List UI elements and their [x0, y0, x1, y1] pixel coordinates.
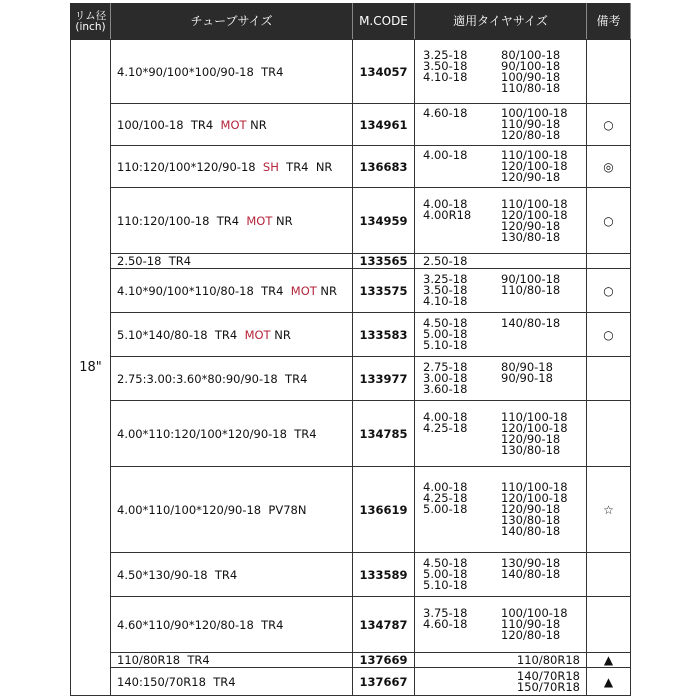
tire-size-item: 120/90-18 — [501, 502, 561, 516]
tube-size-cell — [111, 597, 353, 653]
tire-size-cell — [415, 269, 587, 313]
header-notes: 備考 — [587, 4, 631, 40]
tire-size-cell — [415, 668, 587, 696]
tube-size-cell — [111, 146, 353, 188]
tire-size-item: 120/100-18 — [501, 420, 568, 435]
tire-size-item: 4.10-18 — [423, 294, 468, 308]
table-row — [71, 467, 631, 553]
tube-size-cell — [111, 668, 353, 696]
note-cell: ▲ — [587, 668, 631, 696]
note-cell: ☆ — [587, 467, 631, 553]
tire-size-item: 4.00-18 — [423, 409, 468, 424]
table-header-row — [71, 4, 631, 40]
note-cell — [587, 254, 631, 269]
tire-size-cell — [415, 553, 587, 597]
tire-size-item: 120/80-18 — [501, 628, 561, 642]
table-row — [71, 653, 631, 668]
tire-size-item: 140/80-18 — [501, 316, 561, 330]
tube-suffix-text: NR — [270, 327, 291, 342]
m-code-cell: 137669 — [353, 653, 415, 668]
tire-size-item: 5.10-18 — [423, 578, 468, 592]
tire-size-item: 80/90-18 — [501, 360, 553, 374]
m-code-cell: 133575 — [353, 269, 415, 313]
tire-size-item: 4.25-18 — [423, 491, 468, 505]
tire-size-item: 130/80-18 — [501, 513, 561, 527]
tire-size-item: 4.60-18 — [423, 106, 468, 120]
table-row — [71, 40, 631, 104]
tire-size-item: 2.50-18 — [423, 253, 468, 268]
tire-size-item: 3.25-18 — [423, 47, 468, 62]
tube-flag-text: SH — [262, 159, 279, 174]
tube-size-text: 4.50*130/90-18 TR4 — [117, 567, 238, 582]
header-tube-size: チューブサイズ — [111, 4, 353, 40]
tube-suffix-text: NR — [246, 117, 267, 132]
tube-size-cell — [111, 357, 353, 401]
tire-size-item: 2.75-18 — [423, 360, 468, 374]
header-m-code: M.CODE — [353, 4, 415, 40]
note-cell: ○ — [587, 188, 631, 254]
tire-size-item: 5.10-18 — [423, 338, 468, 352]
tire-size-item: 3.00-18 — [423, 371, 468, 385]
tube-size-text: 4.10*90/100*100/90-18 TR4 — [117, 64, 284, 79]
tire-size-cell — [415, 40, 587, 104]
tire-size-item: 110/100-18 — [501, 480, 568, 494]
note-cell: ○ — [587, 269, 631, 313]
tire-size-item: 4.10-18 — [423, 69, 468, 84]
m-code-cell: 136683 — [353, 146, 415, 188]
note-cell: ◎ — [587, 146, 631, 188]
tire-size-item: 120/100-18 — [501, 491, 568, 505]
tire-size-item: 4.00-18 — [423, 196, 468, 211]
tube-size-text: 100/100-18 TR4 — [117, 117, 221, 132]
tire-size-item: 100/100-18 — [501, 606, 568, 620]
rim-size-cell: 18" — [71, 40, 111, 696]
tire-size-item: 5.00-18 — [423, 502, 468, 516]
tire-size-item: 4.00-18 — [423, 480, 468, 494]
tire-size-item: 4.50-18 — [423, 316, 468, 330]
tire-size-item: 110/90-18 — [501, 117, 561, 131]
table-row — [71, 269, 631, 313]
tire-size-item: 3.75-18 — [423, 606, 468, 620]
tube-suffix-text: TR4 NR — [278, 159, 333, 174]
note-cell — [587, 597, 631, 653]
tire-size-cell — [415, 104, 587, 146]
header-tire-size: 適用タイヤサイズ — [415, 4, 587, 40]
tube-size-text: 110:120/100-18 TR4 — [117, 213, 247, 228]
tire-size-item: 140/80-18 — [501, 524, 561, 538]
tire-size-item: 3.50-18 — [423, 58, 468, 73]
tube-suffix-text: NR — [316, 283, 338, 298]
m-code-cell: 136619 — [353, 467, 415, 553]
table-row — [71, 254, 631, 269]
m-code-cell: 134787 — [353, 597, 415, 653]
tire-size-item: 4.25-18 — [423, 420, 468, 435]
tire-size-item: 110/100-18 — [501, 409, 568, 424]
tube-size-cell — [111, 40, 353, 104]
tire-size-cell — [415, 188, 587, 254]
tire-size-item: 120/90-18 — [501, 170, 561, 184]
tire-size-item: 110/80R18 — [516, 652, 580, 667]
tire-size-item: 5.00-18 — [423, 567, 468, 581]
table-row — [71, 104, 631, 146]
tube-size-table-container — [70, 3, 630, 696]
tube-flag-text: MOT — [246, 213, 273, 228]
note-cell: ▲ — [587, 653, 631, 668]
tire-size-cell — [415, 254, 587, 269]
table-row — [71, 188, 631, 254]
tube-size-cell — [111, 188, 353, 254]
tube-flag-text: MOT — [220, 117, 247, 132]
tube-size-table — [70, 3, 631, 696]
m-code-cell: 134959 — [353, 188, 415, 254]
note-cell: ○ — [587, 313, 631, 357]
table-row — [71, 668, 631, 696]
tube-size-text: 4.10*90/100*110/80-18 TR4 — [117, 283, 291, 298]
tube-size-text: 110:120/100*120/90-18 — [117, 159, 263, 174]
tire-size-item: 110/100-18 — [501, 196, 568, 211]
table-row — [71, 597, 631, 653]
note-cell — [587, 553, 631, 597]
tire-size-item: 120/80-18 — [501, 128, 561, 142]
tire-size-item: 90/90-18 — [501, 371, 553, 385]
tire-size-item: 120/100-18 — [501, 207, 568, 222]
tube-size-cell — [111, 104, 353, 146]
m-code-cell: 134961 — [353, 104, 415, 146]
table-row — [71, 553, 631, 597]
tire-size-item: 120/100-18 — [501, 159, 568, 173]
tire-size-item: 5.00-18 — [423, 327, 468, 341]
table-row — [71, 313, 631, 357]
tube-size-cell — [111, 269, 353, 313]
tire-size-cell — [415, 597, 587, 653]
tube-size-cell — [111, 313, 353, 357]
tire-size-cell — [415, 146, 587, 188]
tube-flag-text: MOT — [244, 327, 271, 342]
tube-size-text: 4.60*110/90*120/80-18 TR4 — [117, 617, 284, 632]
tire-size-item: 4.50-18 — [423, 556, 468, 570]
tube-size-text: 4.00*110:120/100*120/90-18 TR4 — [117, 426, 317, 441]
m-code-cell: 137667 — [353, 668, 415, 696]
m-code-cell: 134057 — [353, 40, 415, 104]
m-code-cell: 133565 — [353, 254, 415, 269]
tube-size-text: 2.75:3.00:3.60*80:90/90-18 TR4 — [117, 371, 308, 386]
tube-flag-text: MOT — [290, 283, 317, 298]
tire-size-item: 150/70R18 — [516, 679, 580, 694]
note-cell: ○ — [587, 104, 631, 146]
tube-size-text: 4.00*110/100*120/90-18 PV78N — [117, 502, 307, 517]
tire-size-cell — [415, 467, 587, 553]
m-code-cell: 133977 — [353, 357, 415, 401]
tire-size-item: 100/100-18 — [501, 106, 568, 120]
tire-size-item: 3.60-18 — [423, 382, 468, 396]
tube-size-text: 140:150/70R18 TR4 — [117, 674, 236, 689]
table-row — [71, 357, 631, 401]
tube-size-text: 5.10*140/80-18 TR4 — [117, 327, 245, 342]
tire-size-item: 140/80-18 — [501, 567, 561, 581]
note-cell — [587, 40, 631, 104]
tire-size-item: 110/80-18 — [501, 80, 561, 95]
tire-size-item: 90/100-18 — [501, 58, 561, 73]
tire-size-item: 3.25-18 — [423, 272, 468, 286]
tire-size-item: 3.50-18 — [423, 283, 468, 297]
tube-suffix-text: NR — [272, 213, 293, 228]
tire-size-item: 110/90-18 — [501, 617, 561, 631]
tire-size-item: 80/100-18 — [501, 47, 561, 62]
table-row — [71, 146, 631, 188]
m-code-cell: 133589 — [353, 553, 415, 597]
m-code-cell: 134785 — [353, 401, 415, 467]
tire-size-cell — [415, 401, 587, 467]
note-cell — [587, 401, 631, 467]
tire-size-cell — [415, 653, 587, 668]
tube-size-cell — [111, 653, 353, 668]
tire-size-cell — [415, 313, 587, 357]
tire-size-cell — [415, 357, 587, 401]
tube-size-cell — [111, 467, 353, 553]
tube-size-text: 2.50-18 TR4 — [117, 254, 192, 268]
tire-size-item: 120/90-18 — [501, 431, 561, 446]
tire-size-item: 100/90-18 — [501, 69, 561, 84]
tire-size-item: 4.00-18 — [423, 148, 468, 162]
m-code-cell: 133583 — [353, 313, 415, 357]
tube-size-cell — [111, 553, 353, 597]
tire-size-item: 90/100-18 — [501, 272, 561, 286]
tube-size-cell — [111, 254, 353, 269]
tire-size-item: 130/80-18 — [501, 442, 561, 457]
header-rim-diameter: リム径 (inch) — [71, 4, 111, 40]
tire-size-item: 4.60-18 — [423, 617, 468, 631]
tire-size-item: 140/70R18 — [516, 668, 580, 683]
table-row — [71, 401, 631, 467]
tire-size-item: 130/90-18 — [501, 556, 561, 570]
tire-size-item: 110/80-18 — [501, 283, 561, 297]
note-cell — [587, 357, 631, 401]
tire-size-item: 120/90-18 — [501, 218, 561, 233]
tube-size-cell — [111, 401, 353, 467]
tire-size-item: 4.00R18 — [423, 207, 472, 222]
tire-size-item: 110/100-18 — [501, 148, 568, 162]
tire-size-item: 130/80-18 — [501, 229, 561, 244]
tube-size-text: 110/80R18 TR4 — [117, 653, 210, 667]
